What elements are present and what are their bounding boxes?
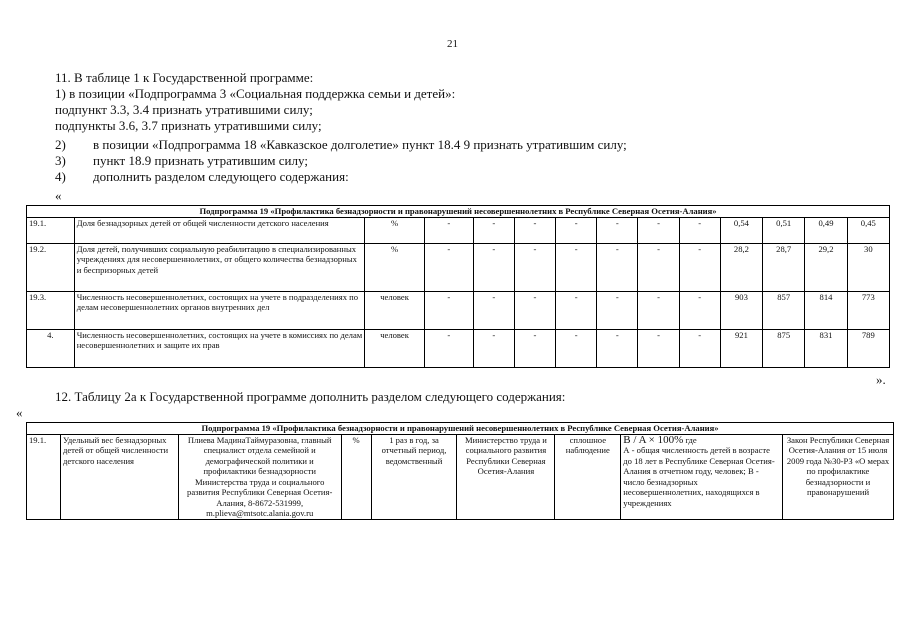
value-cell: -: [679, 217, 720, 243]
table2-header-row: [27, 423, 894, 435]
value-cell: -: [597, 243, 638, 291]
value-cell: -: [556, 217, 597, 243]
indicator-table: [26, 205, 890, 368]
row-number: 19.3.: [27, 291, 75, 329]
row-number: 19.2.: [27, 243, 75, 291]
unit: %: [341, 434, 371, 519]
value-cell: -: [638, 243, 679, 291]
value-cell: -: [638, 329, 679, 367]
table2-header: Подпрограмма 19 «Профилактика безнадзорности и правонарушений несовершеннолетних в Республике Северная Осетия-Алания»: [27, 423, 894, 435]
formula: B / A × 100%: [623, 433, 684, 446]
table1-header: Подпрограмма 19 «Профилактика безнадзорности и правонарушений несовершеннолетних в Республике Северная Осетия-Алания»: [27, 206, 890, 218]
value-cell: 0,45: [847, 217, 889, 243]
legal-basis: Закон Республики Северная Осетия-Алания от 15 июля 2009 года №30-РЗ «О мерах по профилактике безнадзорности и правонарушений: [783, 434, 894, 519]
item-11-sub-a: подпункт 3.3, 3.4 признать утратившими силу;: [55, 102, 313, 117]
value-cell: 29,2: [805, 243, 847, 291]
open-quote-1: «: [55, 188, 62, 203]
value-cell: -: [638, 217, 679, 243]
value-cell: -: [424, 291, 473, 329]
formula-description: А - общая численность детей в возрасте до 18 лет в Республике Северная Осетия-Алания в отчетном году, человек; В - число безнадзорных несовершеннолетних, находящихся в учреждениях: [623, 445, 775, 508]
value-cell: 814: [805, 291, 847, 329]
indicator-name: Удельный вес безнадзорных детей от общей численности детского населения: [60, 434, 178, 519]
value-cell: -: [638, 291, 679, 329]
table-row: [27, 434, 894, 519]
value-cell: 28,7: [763, 243, 805, 291]
item-11: 11. В таблице 1 к Государственной программе:: [55, 70, 314, 85]
value-cell: 921: [720, 329, 762, 367]
item-11-sub-b: подпункты 3.6, 3.7 признать утратившими силу;: [55, 118, 322, 133]
indicator-name: Численность несовершеннолетних, состоящих на учете в комиссиях по делам несовершеннолетних и защите их прав: [74, 329, 365, 367]
table1-header-row: [27, 206, 890, 218]
value-cell: -: [597, 291, 638, 329]
value-cell: 857: [763, 291, 805, 329]
value-cell: 30: [847, 243, 889, 291]
value-cell: 789: [847, 329, 889, 367]
value-cell: 903: [720, 291, 762, 329]
value-cell: -: [679, 243, 720, 291]
indicator-name: Доля детей, получивших социальную реабилитацию в специализированных учреждениях для несовершеннолетних, от общего количества безнадзорных и беспризорных детей: [74, 243, 365, 291]
value-cell: 875: [763, 329, 805, 367]
item-12: 12. Таблицу 2а к Государственной программе дополнить разделом следующего содержания:: [55, 389, 566, 404]
page-number: 21: [447, 38, 458, 50]
responsible-person: Плиева МадинаТаймуразовна, главный специалист отдела семейной и демографической политики и профилактики безнадзорности Министерства труда и социального развития Республики Северная Осетия-Алания, 8-8672-531999, m.plieva@mtsotc.alania.gov.ru: [178, 434, 341, 519]
value-cell: -: [679, 291, 720, 329]
value-cell: -: [424, 243, 473, 291]
unit: %: [365, 243, 425, 291]
passport-table: [26, 422, 894, 520]
unit: %: [365, 217, 425, 243]
value-cell: -: [597, 217, 638, 243]
item-11-4: 4) дополнить разделом следующего содержания:: [55, 169, 349, 184]
value-cell: 0,54: [720, 217, 762, 243]
value-cell: -: [473, 291, 514, 329]
value-cell: -: [514, 243, 555, 291]
value-cell: 831: [805, 329, 847, 367]
value-cell: -: [514, 329, 555, 367]
value-cell: -: [473, 243, 514, 291]
value-cell: -: [473, 217, 514, 243]
table-row: [27, 329, 890, 367]
value-cell: -: [556, 291, 597, 329]
table-row: [27, 243, 890, 291]
unit: человек: [365, 291, 425, 329]
item-11-2: 2) в позиции «Подпрограмма 18 «Кавказское долголетие» пункт 18.4 9 признать утратившим силу;: [55, 137, 627, 152]
formula-cell: [621, 434, 783, 519]
value-cell: 773: [847, 291, 889, 329]
value-cell: -: [514, 291, 555, 329]
value-cell: -: [514, 217, 555, 243]
item-11-3: 3) пункт 18.9 признать утратившим силу;: [55, 153, 308, 168]
value-cell: 0,51: [763, 217, 805, 243]
formula-where: где: [685, 434, 697, 445]
periodicity: 1 раз в год, за отчетный период, ведомственный: [371, 434, 457, 519]
row-number: 19.1.: [27, 434, 61, 519]
value-cell: -: [679, 329, 720, 367]
data-source: Министерство труда и социального развития Республики Северная Осетия-Алания: [457, 434, 555, 519]
row-number: 4.: [27, 329, 75, 367]
value-cell: 0,49: [805, 217, 847, 243]
indicator-name: Численность несовершеннолетних, состоящих на учете в подразделениях по делам несовершеннолетних органов внутренних дел: [74, 291, 365, 329]
table-row: [27, 217, 890, 243]
value-cell: -: [424, 217, 473, 243]
row-number: 19.1.: [27, 217, 75, 243]
value-cell: -: [597, 329, 638, 367]
table-row: [27, 291, 890, 329]
value-cell: -: [424, 329, 473, 367]
indicator-name: Доля безнадзорных детей от общей численности детского населения: [74, 217, 365, 243]
observation-method: сплошное наблюдение: [555, 434, 621, 519]
close-quote-1: ».: [876, 372, 886, 387]
open-quote-2: «: [16, 405, 23, 420]
value-cell: -: [556, 329, 597, 367]
value-cell: -: [473, 329, 514, 367]
value-cell: 28,2: [720, 243, 762, 291]
unit: человек: [365, 329, 425, 367]
value-cell: -: [556, 243, 597, 291]
item-11-1: 1) в позиции «Подпрограмма 3 «Социальная поддержка семьи и детей»:: [55, 86, 456, 101]
